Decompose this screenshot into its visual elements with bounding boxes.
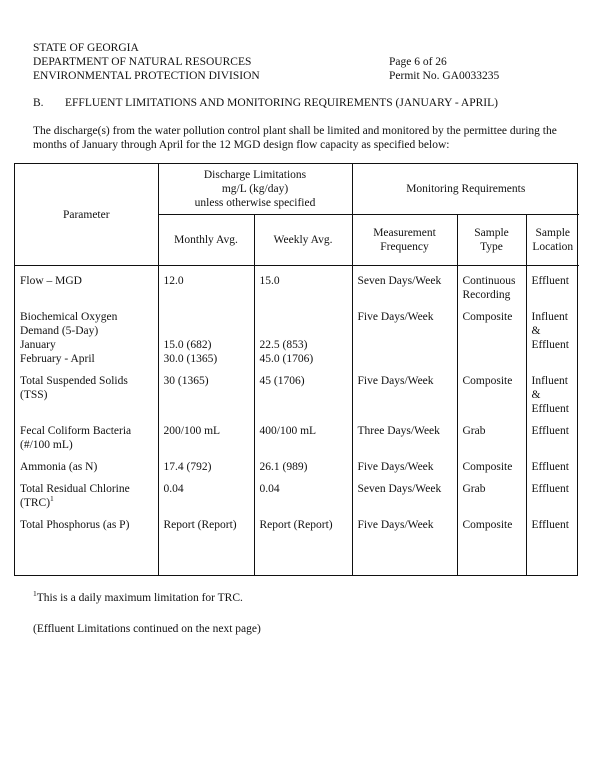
cell-parameter-line: Ammonia (as N)	[20, 461, 98, 473]
cell-parameter-line: Fecal Coliform Bacteria	[20, 425, 132, 437]
cell-weekly-line: 400/100 mL	[259, 425, 317, 437]
table-body	[15, 266, 579, 576]
cell-location-line: Effluent	[531, 425, 569, 437]
cell-location-line: Effluent	[531, 483, 569, 495]
cell-weekly-line: 15.0	[259, 275, 280, 287]
cell-parameter-line: February - April	[20, 353, 95, 365]
cell-parameter-line: Total Suspended Solids	[20, 375, 128, 387]
cell-parameter-line: Flow – MGD	[20, 275, 82, 287]
table-row	[15, 366, 579, 416]
cell-parameter-line-with-ref	[20, 496, 154, 510]
cell-frequency	[352, 510, 457, 532]
cell-parameter-line: January	[20, 339, 56, 351]
table-row	[15, 452, 579, 474]
section-letter: B.	[33, 97, 44, 109]
cell-location-line: Effluent	[531, 275, 569, 287]
cell-weekly	[254, 302, 352, 366]
cell-monthly-line	[164, 324, 250, 338]
cell-monthly-line: 30 (1365)	[163, 375, 209, 387]
table-row	[15, 510, 579, 532]
cell-weekly-line: 0.04	[259, 483, 280, 495]
effluent-limitations-table	[14, 163, 578, 576]
cell-type	[457, 452, 526, 474]
cell-parameter-line: (TSS)	[20, 389, 48, 401]
header-frequency-line1: Measurement	[373, 227, 436, 239]
cell-parameter-line: Biochemical Oxygen	[20, 311, 118, 323]
footnote-marker: 1	[33, 589, 37, 598]
cell-type-line: Recording	[462, 289, 511, 301]
header-type-line1: Sample	[474, 227, 509, 239]
cell-weekly-line: Report (Report)	[259, 519, 333, 531]
cell-parameter	[15, 416, 158, 452]
cell-parameter-line: Total Residual Chlorine	[20, 483, 130, 495]
cell-type-line: Grab	[462, 483, 486, 495]
filler-cell	[254, 532, 352, 575]
cell-location	[526, 452, 579, 474]
header-monthly-avg: Monthly Avg.	[158, 215, 254, 266]
header-location-line2: Location	[532, 241, 574, 253]
section-heading	[33, 96, 573, 110]
cell-monthly-line	[164, 310, 250, 324]
footnote-ref-marker: 1	[50, 494, 54, 503]
cell-parameter-line: Demand (5-Day)	[20, 325, 99, 337]
cell-parameter-line: (TRC)	[20, 497, 51, 509]
header-weekly-avg: Weekly Avg.	[254, 215, 352, 266]
cell-monthly	[158, 452, 254, 474]
cell-monthly	[158, 302, 254, 366]
agency-department: DEPARTMENT OF NATURAL RESOURCES	[33, 56, 252, 68]
cell-monthly-line: Report (Report)	[163, 519, 237, 531]
cell-location-line: Effluent	[531, 339, 569, 351]
cell-location	[526, 266, 579, 303]
footnote-text: This is a daily maximum limitation for TRC.	[36, 592, 243, 604]
cell-frequency-line: Seven Days/Week	[357, 483, 442, 495]
cell-monthly	[158, 366, 254, 416]
cell-type	[457, 416, 526, 452]
cell-frequency	[352, 474, 457, 510]
cell-monthly-line: 30.0 (1365)	[163, 353, 218, 365]
cell-monthly	[158, 510, 254, 532]
filler-cell	[457, 532, 526, 575]
cell-frequency	[352, 416, 457, 452]
header-parameter: Parameter	[15, 164, 158, 266]
cell-frequency-line: Five Days/Week	[357, 375, 434, 387]
header-type-line2: Type	[480, 241, 503, 253]
footnote	[33, 591, 243, 605]
cell-type	[457, 266, 526, 303]
header-sample-location	[526, 215, 579, 266]
cell-monthly	[158, 416, 254, 452]
permit-number: Permit No. GA0033235	[389, 70, 500, 82]
table-row	[15, 266, 579, 303]
filler-cell	[526, 532, 579, 575]
cell-type-line: Grab	[462, 425, 486, 437]
header-discharge-limitations	[158, 164, 352, 215]
filler-cell	[352, 532, 457, 575]
table-filler-row	[15, 532, 579, 575]
header-discharge-units: mg/L (kg/day)	[221, 183, 289, 195]
cell-weekly-line: 22.5 (853)	[259, 339, 308, 351]
cell-type	[457, 302, 526, 366]
header-sample-type	[457, 215, 526, 266]
cell-location	[526, 416, 579, 452]
cell-location	[526, 510, 579, 532]
cell-parameter	[15, 474, 158, 510]
cell-type-line: Composite	[462, 461, 513, 473]
header-measurement-frequency	[352, 215, 457, 266]
cell-frequency	[352, 366, 457, 416]
page-info-block	[389, 55, 499, 83]
cell-parameter	[15, 452, 158, 474]
header-discharge-note: unless otherwise specified	[194, 197, 316, 209]
cell-frequency	[352, 302, 457, 366]
table-row	[15, 416, 579, 452]
cell-parameter	[15, 302, 158, 366]
intro-paragraph: The discharge(s) from the water pollution control plant shall be limited and monitored by the permittee during the months of January through April for the 12 MGD design flow capacity as specified below:	[33, 125, 557, 151]
cell-monthly	[158, 266, 254, 303]
cell-location-line: Effluent	[531, 461, 569, 473]
cell-frequency-line: Five Days/Week	[357, 519, 434, 531]
cell-frequency-line: Five Days/Week	[357, 311, 434, 323]
cell-type-line: Composite	[462, 311, 513, 323]
cell-parameter	[15, 366, 158, 416]
cell-parameter	[15, 510, 158, 532]
page-number: Page 6 of 26	[389, 56, 447, 68]
cell-weekly	[254, 366, 352, 416]
cell-parameter-line: Total Phosphorus (as P)	[20, 519, 130, 531]
cell-parameter	[15, 266, 158, 303]
cell-location-line: Effluent	[531, 403, 569, 415]
cell-weekly-line	[260, 310, 348, 324]
table-row	[15, 302, 579, 366]
cell-parameter-line: (#/100 mL)	[20, 439, 73, 451]
agency-block	[33, 41, 260, 83]
cell-frequency	[352, 452, 457, 474]
cell-weekly	[254, 474, 352, 510]
cell-monthly-line: 15.0 (682)	[163, 339, 212, 351]
cell-frequency	[352, 266, 457, 303]
header-monitoring-requirements: Monitoring Requirements	[352, 164, 579, 215]
cell-frequency-line: Five Days/Week	[357, 461, 434, 473]
cell-type	[457, 366, 526, 416]
cell-location-line: Influent &	[531, 311, 568, 337]
header-discharge-line: Discharge Limitations	[203, 169, 307, 181]
agency-state: STATE OF GEORGIA	[33, 42, 139, 54]
cell-monthly	[158, 474, 254, 510]
cell-monthly-line: 17.4 (792)	[163, 461, 212, 473]
filler-cell	[158, 532, 254, 575]
cell-type	[457, 510, 526, 532]
cell-type	[457, 474, 526, 510]
header-frequency-line2: Frequency	[380, 241, 429, 253]
cell-location	[526, 474, 579, 510]
section-title: EFFLUENT LIMITATIONS AND MONITORING REQUIREMENTS (JANUARY - APRIL)	[65, 97, 498, 109]
cell-weekly-line: 26.1 (989)	[259, 461, 308, 473]
cell-weekly	[254, 266, 352, 303]
agency-division: ENVIRONMENTAL PROTECTION DIVISION	[33, 70, 260, 82]
cell-monthly-line: 200/100 mL	[163, 425, 221, 437]
cell-weekly-line: 45 (1706)	[259, 375, 305, 387]
cell-weekly	[254, 416, 352, 452]
table-row	[15, 474, 579, 510]
filler-cell	[15, 532, 158, 575]
cell-weekly	[254, 452, 352, 474]
cell-weekly	[254, 510, 352, 532]
cell-location	[526, 366, 579, 416]
cell-location	[526, 302, 579, 366]
cell-location-line: Influent &	[531, 375, 568, 401]
cell-frequency-line: Three Days/Week	[357, 425, 440, 437]
continued-note: (Effluent Limitations continued on the next page)	[33, 623, 261, 635]
cell-location-line: Effluent	[531, 519, 569, 531]
cell-type-line: Composite	[462, 519, 513, 531]
cell-type-line: Composite	[462, 375, 513, 387]
header-location-line1: Sample	[535, 227, 570, 239]
cell-type-line: Continuous	[462, 275, 516, 287]
cell-monthly-line: 12.0	[163, 275, 184, 287]
cell-weekly-line: 45.0 (1706)	[259, 353, 314, 365]
cell-frequency-line: Seven Days/Week	[357, 275, 442, 287]
cell-monthly-line: 0.04	[163, 483, 184, 495]
cell-weekly-line	[260, 324, 348, 338]
